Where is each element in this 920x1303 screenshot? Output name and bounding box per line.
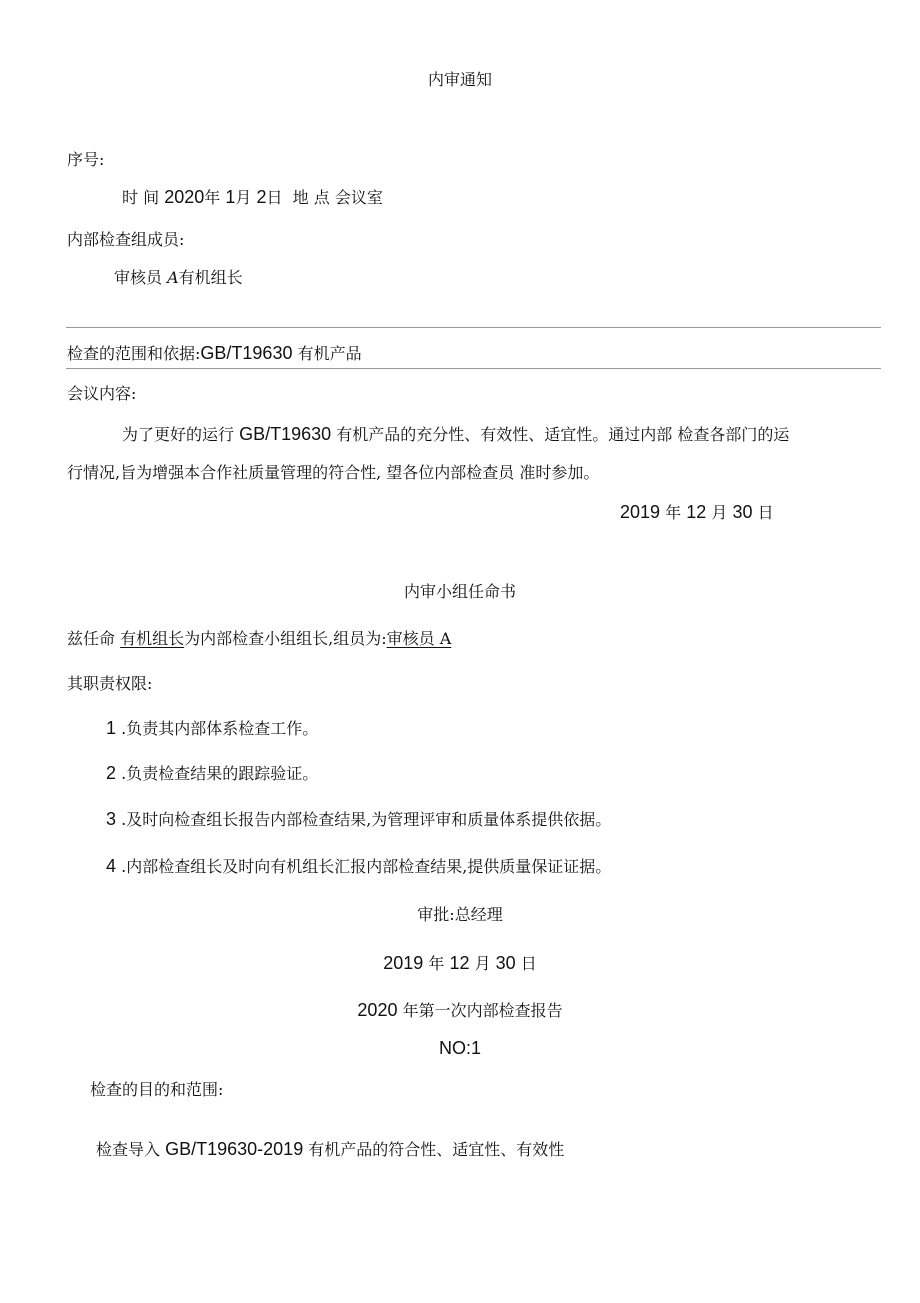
report-title-year: 2020 — [357, 1000, 398, 1020]
content-line-1-b: 有机产品的充分性、有效性、适宜性。通过内部 检查各部门的运 — [336, 425, 790, 444]
date-month-unit: 月 — [235, 188, 252, 207]
appointment-month-unit: 月 — [474, 954, 491, 973]
duty-text: .负责检查结果的跟踪验证。 — [121, 764, 319, 783]
sign-day-unit: 日 — [757, 503, 774, 522]
place-value: 会议室 — [334, 188, 383, 207]
sign-year: 2019 — [620, 502, 661, 522]
appointment-day: 30 — [495, 953, 516, 973]
purpose-code: GB/T19630-2019 — [165, 1139, 304, 1159]
duty-number: 1 — [106, 718, 117, 738]
report-title-rest: 年第一次内部检查报告 — [402, 1001, 563, 1020]
duties-label: 其职责权限: — [67, 674, 153, 693]
sign-year-unit: 年 — [665, 503, 682, 522]
appointment-month: 12 — [449, 953, 470, 973]
scope-label: 检查的范围和依据: — [67, 344, 201, 363]
date-year-unit: 年 — [204, 188, 221, 207]
place-label: 地 点 — [292, 188, 330, 207]
report-number: NO:1 — [438, 1038, 481, 1058]
member-rest: 有机组长 — [178, 268, 243, 287]
member-line — [114, 268, 243, 288]
duty-item — [106, 856, 611, 877]
appointment-line-a: 兹任命 — [67, 629, 116, 648]
appointment-year-unit: 年 — [428, 954, 445, 973]
date-year: 2020 — [164, 187, 205, 207]
purpose-a: 检查导入 — [96, 1140, 161, 1159]
date-day-unit: 日 — [266, 188, 283, 207]
members-label: 内部检查组成员: — [67, 230, 185, 249]
notice-title: 内审通知 — [427, 70, 492, 89]
meeting-time-line — [122, 187, 383, 208]
sign-day: 30 — [732, 502, 753, 522]
duty-number: 3 — [106, 809, 117, 829]
appointment-leader: 有机组长 — [120, 629, 185, 648]
divider-top — [66, 327, 881, 328]
member-role: 审核员 — [114, 268, 163, 287]
appointment-date — [0, 953, 920, 974]
duty-number: 4 — [106, 856, 117, 876]
duty-item — [106, 809, 611, 830]
divider-bottom — [66, 368, 881, 369]
appointment-year: 2019 — [383, 953, 424, 973]
time-label: 时 间 — [122, 188, 160, 207]
approval-line: 审批:总经理 — [417, 905, 503, 924]
serial-label: 序号: — [67, 150, 105, 169]
content-line-1 — [122, 424, 789, 445]
appointment-member: 审核员 A — [386, 629, 452, 648]
date-month: 1 — [225, 187, 236, 207]
purpose-line — [96, 1139, 564, 1160]
content-label: 会议内容: — [67, 384, 137, 403]
duty-text: .负责其内部体系检查工作。 — [121, 719, 319, 738]
duty-item — [106, 718, 318, 739]
duty-text: .内部检查组长及时向有机组长汇报内部检查结果,提供质量保证证据。 — [121, 857, 612, 876]
duty-text: .及时向检查组长报告内部检查结果,为管理评审和质量体系提供依据。 — [121, 810, 612, 829]
appointment-title: 内审小组任命书 — [403, 582, 516, 601]
sign-month-unit: 月 — [711, 503, 728, 522]
content-line-2: 行情况,旨为增强本合作社质量管理的符合性, 望各位内部检查员 准时参加。 — [67, 463, 600, 482]
content-line-1-a: 为了更好的运行 — [122, 425, 235, 444]
appointment-line — [67, 629, 451, 649]
duty-number: 2 — [106, 763, 117, 783]
appointment-day-unit: 日 — [520, 954, 537, 973]
report-title — [0, 1000, 920, 1021]
duty-item — [106, 763, 318, 784]
date-day: 2 — [256, 187, 267, 207]
content-line-1-code: GB/T19630 — [239, 424, 332, 444]
purpose-b: 有机产品的符合性、适宜性、有效性 — [308, 1140, 565, 1159]
purpose-label: 检查的目的和范围: — [90, 1080, 224, 1099]
scope-rest: 有机产品 — [297, 344, 362, 363]
notice-sign-date — [620, 502, 774, 523]
sign-month: 12 — [686, 502, 707, 522]
scope-code: GB/T19630 — [200, 343, 293, 363]
scope-line — [67, 343, 362, 364]
member-a: A — [167, 268, 179, 287]
appointment-line-b: 为内部检查小组组长,组员为: — [184, 629, 387, 648]
